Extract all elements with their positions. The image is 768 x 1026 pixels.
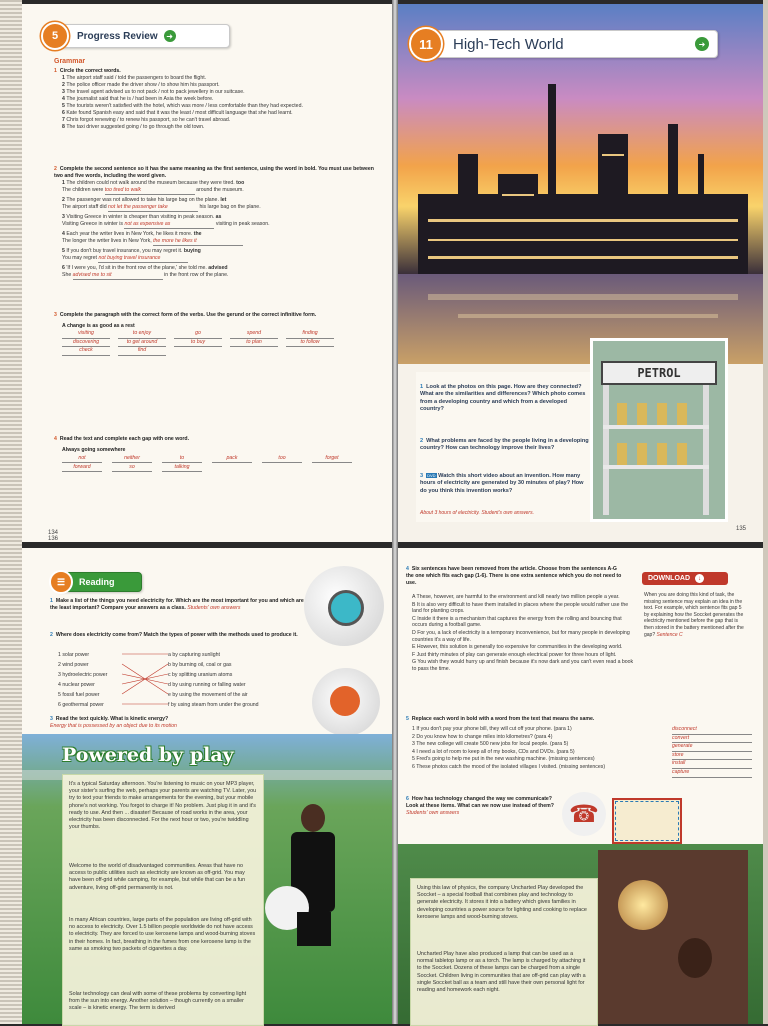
exercise-1-item bbox=[62, 124, 384, 131]
q5-answers bbox=[672, 726, 752, 778]
exercise-2 bbox=[54, 166, 384, 282]
question-3: 3 DVD Watch this short video about an invention. How many hours of electricity are generated by 30 minutes of play? How do you think this invention works? bbox=[420, 473, 584, 494]
item-second-start: The children were bbox=[62, 187, 105, 193]
keyword: too bbox=[236, 180, 245, 186]
gap-answer: not bbox=[62, 454, 102, 463]
power-type-item: 5 fossil fuel power bbox=[58, 692, 100, 698]
q5-item: 1 If you don't pay your phone bill, they will cut off your phone. (para 1) bbox=[412, 726, 572, 732]
gap-answer: forward bbox=[62, 463, 102, 472]
item-number: 3 bbox=[62, 89, 67, 95]
soccket-ball-lamp-image bbox=[312, 668, 380, 736]
page-number: 135 bbox=[736, 526, 747, 532]
q5-answer: disconnect bbox=[672, 726, 752, 735]
ball-socket-orange bbox=[330, 686, 360, 716]
download-tip-box bbox=[642, 572, 752, 712]
book-right-edge bbox=[763, 0, 768, 1024]
arrow-go-icon: ➜ bbox=[695, 37, 709, 51]
sentence-option: E However, this solution is generally too expensive for communities in the developing world. bbox=[412, 644, 623, 651]
method-item: b by burning oil, coal or gas bbox=[168, 662, 232, 668]
question-3-answer: About 3 hours of electricity. Student's own answers. bbox=[420, 510, 534, 516]
gap-answer: to follow bbox=[286, 339, 334, 348]
download-text: When you are doing this kind of task, the missing sentence may explain an idea in the text. For example, which sentence fits gap 5 by explaining how the Soccket generates the electricity mentioned before the gap that is then stored in the battery mentioned after the gap? Sentence C bbox=[644, 592, 744, 638]
page-136-reading bbox=[22, 536, 392, 1024]
keyword: advised bbox=[208, 265, 228, 271]
gap-answer: neither bbox=[112, 454, 152, 463]
unit-header bbox=[48, 24, 230, 48]
item-first-sentence: The children could not walk around the museum because they were tired. bbox=[66, 180, 237, 186]
exercise-1-item bbox=[62, 82, 384, 89]
exercise-1-items bbox=[54, 75, 384, 131]
item-answer: advised me to sit bbox=[73, 272, 163, 280]
item-text: The airport staff said / told the passengers to board the flight. bbox=[66, 75, 207, 81]
download-header: DOWNLOAD ↓ bbox=[642, 572, 728, 585]
exercise-3-heading: 3 Complete the paragraph with the correct form of the verbs. Use the gerund or the correct infinitive form. bbox=[54, 312, 317, 318]
arrow-go-icon: ➜ bbox=[164, 30, 176, 42]
exercise-2-items bbox=[54, 180, 384, 280]
q5-answer: install bbox=[672, 760, 752, 769]
methods-list bbox=[168, 650, 308, 710]
page-number: 134 bbox=[48, 530, 59, 536]
method-item: f by using steam from under the ground bbox=[168, 702, 259, 708]
item-second-start: Visiting Greece in winter is bbox=[62, 221, 125, 227]
item-first-sentence: Visiting Greece in winter is cheaper than visiting in peak season. bbox=[66, 214, 216, 220]
gap-answer: to buy bbox=[174, 339, 222, 348]
sentence-option: D For you, a lack of electricity is a temporary inconvenience, but for many people in developing countries it's a way of life. bbox=[412, 629, 630, 643]
power-type-item: 2 wind power bbox=[58, 662, 89, 668]
article-title: Powered by play bbox=[62, 744, 234, 766]
exercise-2-heading: 2 Complete the second sentence so it has the same meaning as the first sentence, using the word in bold. You must use between two and five words, including the word given. bbox=[54, 166, 374, 179]
exercise-3-answers bbox=[54, 330, 384, 356]
item-text: Chris forgot renewing / to renew his passport, so he can't travel abroad. bbox=[66, 117, 231, 123]
book-icon: ☰ bbox=[49, 570, 73, 594]
item-number: 6 bbox=[62, 110, 67, 116]
unit-header bbox=[416, 30, 718, 58]
item-first-sentence: Each year the writer lives in New York, he likes it more. bbox=[66, 231, 194, 237]
soccket-ball-image bbox=[304, 566, 384, 646]
sentence-option: C Inside it there is a mechanism that captures the energy from the rolling and bouncing that occurs during a football game. bbox=[412, 615, 622, 629]
petrol-bottles bbox=[603, 385, 713, 515]
page-title: High-Tech World bbox=[453, 35, 564, 53]
item-number: 8 bbox=[62, 124, 67, 130]
section-grammar: Grammar bbox=[54, 58, 86, 65]
item-sentence-1 bbox=[62, 180, 384, 187]
item-sentence-2 bbox=[62, 255, 384, 263]
sentences-list bbox=[412, 594, 634, 674]
exercise-2-item bbox=[62, 231, 384, 246]
section-title: Reading bbox=[79, 577, 115, 587]
page-number: 136 bbox=[48, 536, 59, 542]
exercise-4-subtitle: Always going somewhere bbox=[62, 447, 126, 453]
page-134-progress-review bbox=[22, 4, 392, 542]
boy-head bbox=[301, 804, 325, 832]
power-type-item: 4 nuclear power bbox=[58, 682, 95, 688]
item-number: 1 bbox=[62, 180, 67, 186]
gap-answer: finding bbox=[286, 330, 334, 339]
boy-shorts bbox=[297, 912, 331, 946]
exercise-2-item bbox=[62, 248, 384, 263]
exercise-3-subtitle: A change is as good as a rest bbox=[62, 323, 135, 329]
item-answer: the more he likes it bbox=[153, 238, 243, 246]
item-first-sentence: 'If I were you, I'd sit in the front row of the plane,' she told me. bbox=[66, 265, 209, 271]
method-item: e by using the movement of the air bbox=[168, 692, 248, 698]
exercise-4 bbox=[54, 436, 384, 472]
airmail-letter-image bbox=[612, 798, 682, 844]
article-paragraph-4: Solar technology can deal with some of these problems by converting light from the sun into energy. Another solution – though currently on a smaller scale – is kinetic energy. The term is derived bbox=[69, 991, 247, 1012]
article-paragraph-2: Welcome to the world of disadvantaged communities. Areas that have no access to public utilities such as electricity are known as off-grid. You may have been off-grid while camping, for example, but while that can be a fun adventure, living off-grid permanently is not. bbox=[69, 863, 246, 891]
item-second-start: The longer the writer lives in New York, bbox=[62, 238, 154, 244]
ball-socket bbox=[328, 590, 364, 626]
item-second-end: visiting in peak season. bbox=[214, 221, 270, 227]
matching-lines bbox=[122, 652, 170, 712]
item-first-sentence: If you don't buy travel insurance, you may regret it. bbox=[66, 248, 184, 254]
exercise-1-item bbox=[62, 89, 384, 96]
keyword: as bbox=[215, 214, 222, 220]
children-lamp-photo bbox=[598, 850, 748, 1024]
questions-panel bbox=[416, 372, 594, 522]
method-item: c by splitting uranium atoms bbox=[168, 672, 233, 678]
exercise-4-answers bbox=[54, 454, 384, 472]
item-second-start: You may regret bbox=[62, 255, 99, 261]
q5-item: 5 Fred's going to help me put in the new washing machine. (missing sentences) bbox=[412, 756, 595, 763]
power-type-item: 1 solar power bbox=[58, 652, 90, 658]
boy-with-ball bbox=[277, 804, 347, 1024]
child-head bbox=[678, 938, 712, 978]
exercise-1-heading: 1 Circle the correct words. bbox=[54, 68, 121, 74]
q5-item: 6 These photos catch the mood of the isolated villages I visited. (missing sentences) bbox=[412, 763, 606, 770]
article-box-paragraph-2: Uncharted Play have also produced a lamp that can be used as a normal tabletop lamp or as a torch. The lamp is charged by attaching it to the Soccket. Dozens of these lamps can be charged from a single Soccket. Children living in communities that are off-grid can play with a single Soccket ball as a team and still have their own personal light for reading and homework each night. bbox=[417, 951, 586, 994]
item-sentence-1 bbox=[62, 197, 384, 204]
power-type-item: 3 hydroelectric power bbox=[58, 672, 108, 678]
item-number: 2 bbox=[62, 197, 67, 203]
question-2: 2 What problems are faced by the people living in a developing country? How can technology improve their lives? bbox=[420, 438, 589, 452]
item-second-start: She bbox=[62, 272, 73, 278]
page-137-reading-continued bbox=[398, 548, 763, 1024]
item-second-end: in the front row of the plane. bbox=[162, 272, 229, 278]
reading-q4: 4 Six sentences have been removed from the article. Choose from the sentences A-G the one which fits each gap (1-6). There is one extra sentence which you do not need to use. bbox=[406, 566, 622, 586]
exercise-2-item bbox=[62, 197, 384, 212]
item-sentence-1 bbox=[62, 265, 384, 272]
item-number: 4 bbox=[62, 96, 67, 102]
article-box-paragraph-1: Using this law of physics, the company Uncharted Play developed the Soccket – a special football that combines play and technology to generate electricity. It stores it into a battery which gives families in developing countries a power source for lighting and cooking to replace kerosene lamps and wood-burning stoves. bbox=[417, 885, 587, 920]
article-box bbox=[62, 774, 264, 1026]
gap-answer: too bbox=[262, 454, 302, 463]
item-second-end: around the museum. bbox=[194, 187, 244, 193]
item-number: 5 bbox=[62, 103, 67, 109]
refinery-night-photo bbox=[398, 4, 763, 364]
gap-answer: to enjoy bbox=[118, 330, 166, 339]
exercise-2-item bbox=[62, 265, 384, 280]
item-text: The travel agent advised us to not pack / not to pack jewellery in our suitcase. bbox=[66, 89, 245, 95]
item-answer: not as expensive as bbox=[124, 221, 214, 229]
gap-answer: find bbox=[118, 347, 166, 356]
power-type-item: 6 geothermal power bbox=[58, 702, 104, 708]
method-item: d by using running or falling water bbox=[168, 682, 246, 688]
item-number: 6 bbox=[62, 265, 67, 271]
reading-q6: 6 How has technology changed the way we communicate? Look at these items. What can we now use instead of them? Students' own answers bbox=[406, 796, 554, 816]
item-number: 3 bbox=[62, 214, 67, 220]
q5-item: 4 I need a lot of room to keep all of my books, CDs and DVDs. (para 5) bbox=[412, 748, 575, 755]
item-second-end: his large bag on the plane. bbox=[198, 204, 261, 210]
gap-answer: pack bbox=[212, 454, 252, 463]
gap-answer: to get around bbox=[118, 339, 166, 348]
item-answer: too tired to walk bbox=[105, 187, 195, 195]
method-item: a by capturing sunlight bbox=[168, 652, 220, 658]
keyword: buying bbox=[183, 248, 201, 254]
item-text: The tourists weren't satisfied with the hotel, which was more / less comfortable than they had expected. bbox=[66, 103, 303, 109]
gap-answer: to plan bbox=[230, 339, 278, 348]
item-number: 5 bbox=[62, 248, 67, 254]
gap-answer: spend bbox=[230, 330, 278, 339]
item-sentence-2 bbox=[62, 204, 384, 212]
sentence-option: A These, however, are harmful to the environment and kill nearly two million people a year. bbox=[412, 594, 620, 600]
gap-answer: so bbox=[112, 463, 152, 472]
item-answer: not let the passenger take bbox=[108, 204, 198, 212]
article-paragraph-3: In many African countries, large parts of the population are living off-grid with no access to electricity. Over 1.5 billion people worldwide do not have access to electricity. They are forced to use kerosene lamps and wood-burning stoves in their homes. In fact, breathing in the fumes from one kerosene lamp is the same as smoking two packets of cigarettes a day. bbox=[69, 917, 256, 952]
sentence-option: G You wish they would hurry up and finish because it's now dark and you can't even read a book to pass the time. bbox=[412, 659, 634, 672]
keyword: let bbox=[220, 197, 227, 203]
exercise-2-item bbox=[62, 180, 384, 195]
lamp-light bbox=[618, 880, 668, 930]
sentence-option: F Just thirty minutes of play can generate enough electrical power for three hours of light. bbox=[412, 651, 617, 658]
item-second-start: The airport staff did bbox=[62, 204, 109, 210]
page-135-high-tech-world bbox=[398, 4, 763, 542]
telephone-icon: ☎ bbox=[562, 792, 606, 836]
reading-q5: 5 Replace each word in bold with a word from the text that means the same. bbox=[406, 716, 595, 722]
item-number: 1 bbox=[62, 75, 67, 81]
item-sentence-1 bbox=[62, 231, 384, 238]
article-continuation-box bbox=[410, 878, 598, 1026]
exercise-1-item bbox=[62, 117, 384, 124]
item-text: The taxi driver suggested going / to go through the old town. bbox=[66, 124, 205, 130]
reading-q2: 2 Where does electricity come from? Match the types of power with the methods used to produce it. bbox=[50, 632, 298, 638]
item-text: Kate found Spanish easy and said that it was the least / most difficult language that she had learnt. bbox=[66, 110, 293, 116]
reading-q1: 1 Make a list of the things you need electricity for. Which are the most important for you and which are the least important? Compare your answers as a class. Students' own answers bbox=[50, 598, 304, 611]
item-sentence-2 bbox=[62, 221, 384, 229]
sentence-option: B It is also very difficult to have them installed in places where the people would rather use the land for planting crops. bbox=[412, 601, 629, 615]
unit-number-badge: 5 bbox=[41, 22, 69, 50]
q5-items bbox=[412, 726, 662, 772]
exercise-2-item bbox=[62, 214, 384, 229]
item-first-sentence: The passenger was not allowed to take his large bag on the plane. bbox=[66, 197, 221, 203]
item-number: 4 bbox=[62, 231, 67, 237]
gap-answer: to bbox=[162, 454, 202, 463]
gap-answer: talking bbox=[162, 463, 202, 472]
gap-answer: discovering bbox=[62, 339, 110, 348]
item-sentence-2 bbox=[62, 187, 384, 195]
q5-item: 3 The new college will create 500 new jobs for local people. (para 5) bbox=[412, 741, 569, 748]
exercise-3 bbox=[54, 312, 384, 356]
petrol-sign: PETROL bbox=[601, 361, 717, 385]
item-sentence-2 bbox=[62, 272, 384, 280]
gap-answer: go bbox=[174, 330, 222, 339]
q5-item: 2 Do you know how to change miles into kilometres? (para 4) bbox=[412, 733, 553, 740]
article-paragraph-1: It's a typical Saturday afternoon. You're listening to music on your MP3 player, your sister's surfing the web, perhaps your parents are watching TV. Later, you try to text your friends to make arrangements for the evening, but your mobile phone's not working. You forgot to charge it! No problem. Just plug it in and it's ready to use. And then ... disaster! Because of road works in the area, your electricity has been disconnected. For the next hour or two, you're twiddling your thumbs. bbox=[69, 781, 257, 831]
q5-answer: capture bbox=[672, 769, 752, 778]
unit-number-badge: 11 bbox=[409, 27, 443, 61]
dvd-tag: DVD bbox=[427, 473, 436, 478]
download-icon: ↓ bbox=[695, 574, 704, 583]
reading-q3: 3 Read the text quickly. What is kinetic energy? Energy that is possessed by an object due to its motion bbox=[50, 716, 177, 729]
gap-answer: forget bbox=[312, 454, 352, 463]
item-text: The police officer made the driver show / to show him his passport. bbox=[66, 82, 220, 88]
exercise-1-item bbox=[62, 96, 384, 103]
item-number: 2 bbox=[62, 82, 67, 88]
item-answer: not buying travel insurance bbox=[98, 255, 188, 263]
exercise-1-item bbox=[62, 103, 384, 110]
page-title: Progress Review bbox=[77, 30, 158, 42]
item-sentence-1 bbox=[62, 248, 384, 255]
item-text: The journalist said that he is / had been in Asia the week before. bbox=[66, 96, 214, 102]
keyword: the bbox=[193, 231, 202, 237]
gap-answer: visiting bbox=[62, 330, 110, 339]
q5-answer: convert bbox=[672, 735, 752, 744]
exercise-1-item bbox=[62, 110, 384, 117]
book-page-edges bbox=[0, 0, 22, 1024]
item-sentence-2 bbox=[62, 238, 384, 246]
exercise-4-heading: 4 Read the text and complete each gap with one word. bbox=[54, 436, 190, 442]
item-number: 7 bbox=[62, 117, 67, 123]
q5-answer: store bbox=[672, 752, 752, 761]
q5-answer: generate bbox=[672, 743, 752, 752]
item-sentence-1 bbox=[62, 214, 384, 221]
section-header bbox=[56, 572, 142, 592]
gap-answer: check bbox=[62, 347, 110, 356]
exercise-1 bbox=[54, 68, 384, 131]
petrol-stand-photo bbox=[590, 338, 728, 522]
question-1: 1 Look at the photos on this page. How are they connected? What are the similarities and differences? Which photo comes from a developing country and which from a developed country? bbox=[420, 384, 586, 413]
exercise-1-item bbox=[62, 75, 384, 82]
